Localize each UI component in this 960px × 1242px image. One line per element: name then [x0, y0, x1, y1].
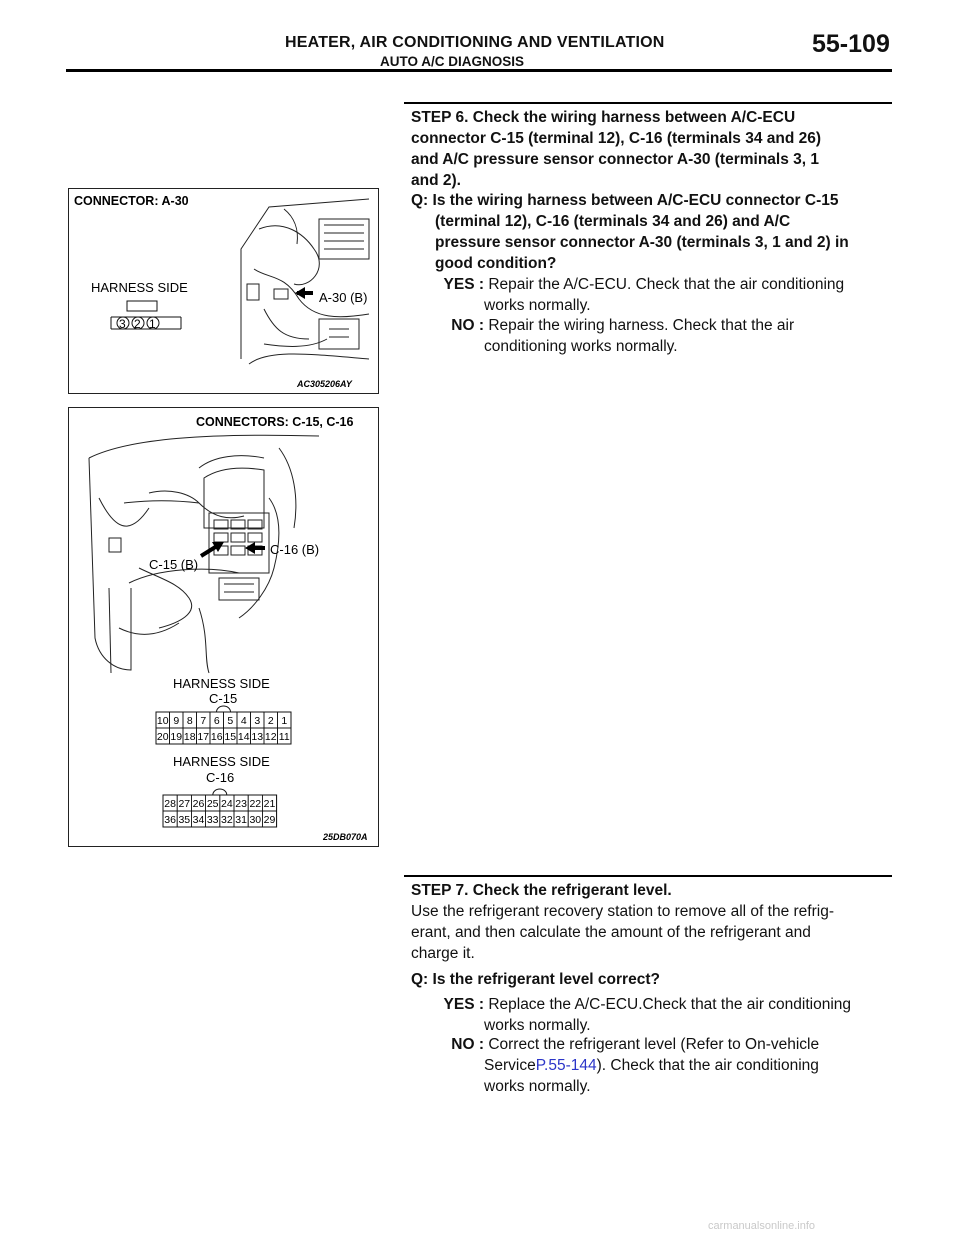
c15-pin-12: 12 — [264, 731, 277, 743]
c15-key — [217, 706, 231, 712]
figure-c15-c16-title: CONNECTORS: C-15, C-16 — [196, 415, 354, 429]
step7-rule — [404, 875, 892, 877]
c16-pin-22: 22 — [249, 798, 262, 810]
c15-pin-14: 14 — [237, 731, 250, 743]
engine-bay-illustration — [241, 199, 369, 364]
figure-connector-a30 — [68, 188, 379, 394]
a30-pin-1: 1 — [149, 317, 156, 331]
step7-heading: STEP 7. Check the refrigerant level. — [411, 882, 672, 899]
c15-pin-18: 18 — [183, 731, 196, 743]
figure-c15-c16-code: 25DB070A — [323, 832, 368, 842]
harness-side-label-c16: HARNESS SIDE — [173, 754, 270, 769]
a30-pin-3: 3 — [119, 317, 126, 331]
reference-link-p55-144[interactable]: P.55-144 — [535, 1057, 597, 1074]
c15-pin-10: 10 — [156, 715, 169, 727]
step7-body: Use the refrigerant recovery station to remove all of the refrig- erant, and then calculate the amount of the refrigerant and charge it. — [411, 903, 834, 962]
c15-pin-20: 20 — [156, 731, 169, 743]
c15-pin-3: 3 — [254, 715, 261, 727]
figure-a30-code: AC305206AY — [297, 379, 352, 389]
c16-pin-29: 29 — [263, 814, 276, 826]
c15-pin-17: 17 — [197, 731, 210, 743]
c16-pin-32: 32 — [221, 814, 233, 826]
c15-pin-11: 11 — [278, 731, 290, 743]
step6-rule — [404, 102, 892, 104]
c15-connector-face — [156, 706, 291, 744]
c16-pin-21: 21 — [263, 798, 276, 810]
step7-yes-answer: YES : Replace the A/C-ECU.Check that the air conditioning works normally. — [436, 994, 896, 1036]
c16-pin-25: 25 — [206, 798, 219, 810]
step6-yes-answer: YES : Repair the A/C-ECU. Check that the air conditioning works normally. — [436, 274, 896, 316]
figure-a30-harness-label: HARNESS SIDE — [91, 280, 188, 295]
yes-label: YES : — [443, 276, 484, 293]
c15-pin-15: 15 — [224, 731, 237, 743]
c15-pin-19: 19 — [170, 731, 183, 743]
no-label: NO : — [451, 317, 484, 334]
c16-pin-24: 24 — [221, 798, 233, 810]
step7-no-answer: NO : Correct the refrigerant level (Refer to On-vehicle ServiceP.55-144). Check that the air conditioning works normally. — [436, 1034, 896, 1097]
c16-pin-31: 31 — [235, 814, 247, 826]
c15-pin-2: 2 — [267, 715, 274, 727]
section-subtitle: AUTO A/C DIAGNOSIS — [380, 54, 525, 69]
c15-pin-6: 6 — [213, 715, 220, 727]
c15-pin-7: 7 — [200, 715, 207, 727]
c15-pin-9: 9 — [173, 715, 180, 727]
figure-a30-drawing — [69, 189, 378, 393]
figure-connectors-c15-c16 — [68, 407, 379, 847]
c16-pin-30: 30 — [249, 814, 262, 826]
callout-c15: C-15 (B) — [149, 557, 199, 572]
c16-pin-27: 27 — [178, 798, 191, 810]
step7-question: Q: Is the refrigerant level correct? — [411, 971, 660, 988]
page-number: 55-109 — [812, 30, 890, 58]
c16-connector-face — [163, 789, 277, 827]
c16-pin-36: 36 — [164, 814, 176, 826]
c16-connector-name: C-16 — [206, 770, 235, 785]
step6-heading: STEP 6. Check the wiring harness between A/C-ECU connector C-15 (terminal 12), C-16 (terminals 34 and 26) and A/C pressure sensor connector A-30 (terminals 3, 1 and 2). — [411, 109, 822, 189]
c15-pin-13: 13 — [251, 731, 264, 743]
figure-c15-c16-drawing — [69, 408, 378, 846]
no-label: NO : — [451, 1036, 484, 1053]
section-title: HEATER, AIR CONDITIONING AND VENTILATION — [285, 34, 665, 51]
figure-a30-title: CONNECTOR: A-30 — [74, 194, 189, 208]
c15-pin-8: 8 — [186, 715, 193, 727]
step6-question: Q: Is the wiring harness between A/C-ECU connector C-15 (terminal 12), C-16 (terminals 34 and 26) and A/C pressure sensor connector A-30 (terminals 3, 1 and 2) in good condition? — [411, 192, 849, 272]
c16-pin-34: 34 — [192, 814, 205, 826]
c15-pin-16: 16 — [210, 731, 223, 743]
a30-pin-2: 2 — [134, 317, 141, 331]
c16-pin-23: 23 — [235, 798, 247, 810]
c16-key — [213, 789, 227, 795]
step6-no-answer: NO : Repair the wiring harness. Check that the air conditioning works normally. — [436, 315, 896, 357]
c15-pin-5: 5 — [227, 715, 234, 727]
harness-side-label-c15: HARNESS SIDE — [173, 676, 270, 691]
c15-pin-1: 1 — [281, 715, 288, 727]
c16-pin-35: 35 — [178, 814, 191, 826]
c15-connector-name: C-15 — [209, 691, 238, 706]
c16-pin-26: 26 — [192, 798, 205, 810]
callout-c16: C-16 (B) — [270, 542, 320, 557]
header-rule — [66, 69, 892, 72]
watermark: carmanualsonline.info — [708, 1220, 816, 1232]
c15-pin-4: 4 — [240, 715, 247, 727]
yes-label: YES : — [443, 996, 484, 1013]
callout-a30: A-30 (B) — [319, 290, 368, 305]
c16-pin-33: 33 — [206, 814, 219, 826]
c16-pin-28: 28 — [164, 798, 176, 810]
